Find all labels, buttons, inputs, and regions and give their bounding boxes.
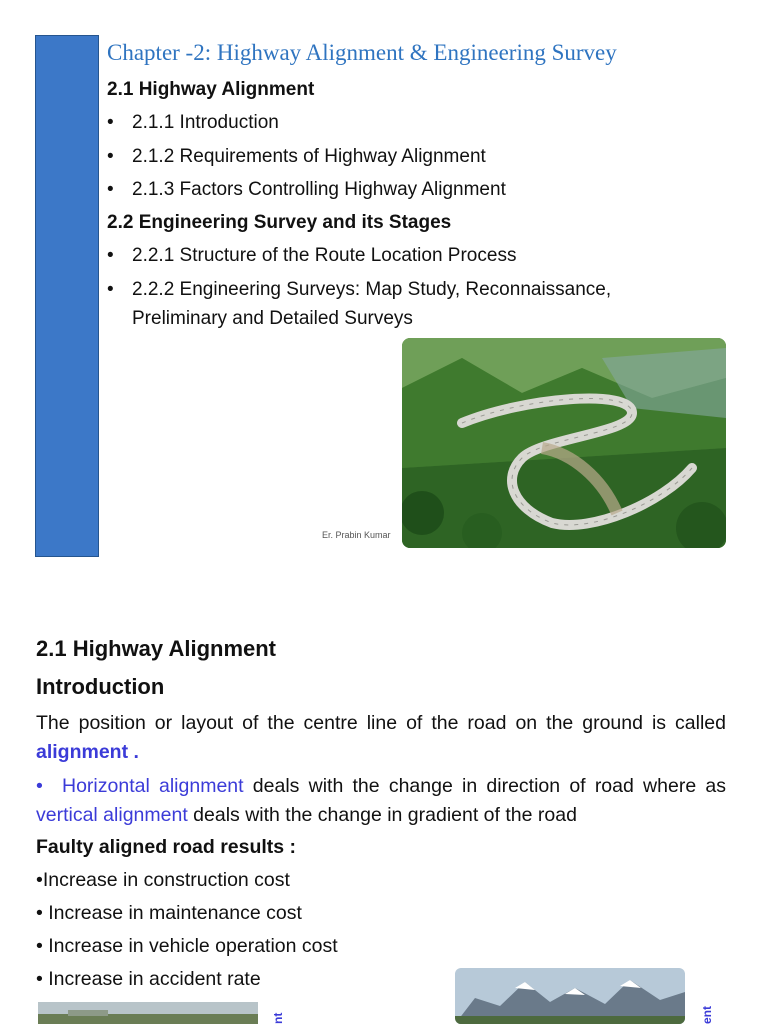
toc-item: • 2.2.1 Structure of the Route Location Process — [107, 245, 517, 266]
photo-credit: Er. Prabin Kumar — [322, 530, 391, 540]
slide-introduction — [0, 590, 768, 1024]
mountain-highway-photo — [402, 338, 726, 548]
term-alignment: alignment . — [36, 741, 139, 763]
intro-paragraph: The position or layout of the centre line of the road on the ground is called alignment . — [36, 712, 726, 763]
result-item: • Increase in accident rate — [36, 968, 261, 990]
result-item: • Increase in maintenance cost — [36, 902, 302, 924]
toc-item: • 2.2.2 Engineering Surveys: Map Study, Reconnaissance, — [107, 279, 612, 300]
result-item: • Increase in vehicle operation cost — [36, 935, 338, 957]
mountain-thumbnail-right — [455, 968, 685, 1024]
chapter-title: Chapter -2: Highway Alignment & Engineering Survey — [107, 40, 617, 65]
section-heading-2-2: 2.2 Engineering Survey and its Stages — [107, 212, 452, 233]
term-vertical-alignment: vertical alignment — [36, 804, 188, 826]
section-heading-2-1: 2.1 Highway Alignment — [107, 79, 315, 100]
toc-item: • 2.1.3 Factors Controlling Highway Alignment — [107, 179, 506, 200]
faulty-heading: Faulty aligned road results : — [36, 836, 297, 858]
slide-heading: 2.1 Highway Alignment — [36, 636, 277, 661]
vertical-label-right: ent — [700, 1006, 714, 1024]
toc-item-continued: Preliminary and Detailed Surveys — [132, 308, 413, 329]
term-horizontal-alignment: Horizontal alignment — [62, 775, 244, 797]
slide-subheading: Introduction — [36, 674, 165, 699]
accent-bar — [35, 35, 99, 557]
result-item: •Increase in construction cost — [36, 869, 290, 891]
vertical-label-left: nt — [271, 1012, 285, 1024]
toc-item: • 2.1.2 Requirements of Highway Alignment — [107, 146, 486, 167]
alignment-types-point: • Horizontal alignment deals with the change in direction of road where as vertical alignment deals with the change in gradient of the road — [36, 775, 726, 826]
road-thumbnail-left — [38, 1002, 258, 1024]
toc-item: • 2.1.1 Introduction — [107, 112, 279, 133]
